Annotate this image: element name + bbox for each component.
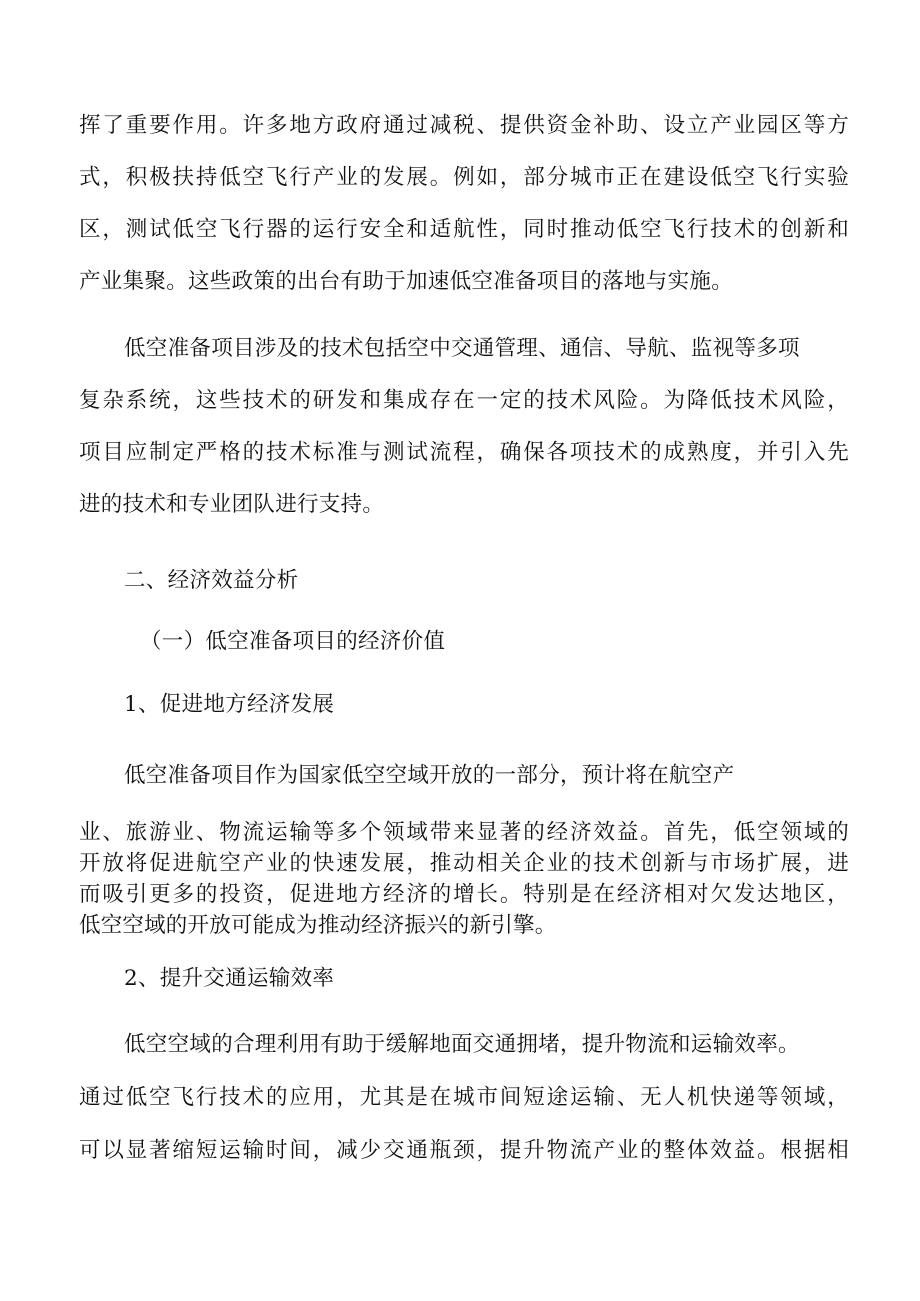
paragraph-1-line-3: 区，测试低空飞行器的运行安全和适航性，同时推动低空飞行技术的创新和 (79, 217, 849, 242)
paragraph-3-line-1: 低空准备项目作为国家低空空域开放的一部分，预计将在航空产 (124, 763, 735, 788)
paragraph-4-line-2: 通过低空飞行技术的应用，尤其是在城市间短途运输、无人机快递等领域， (79, 1085, 849, 1110)
paragraph-2-line-1: 低空准备项目涉及的技术包括空中交通管理、通信、导航、监视等多项 (124, 336, 800, 361)
subsection-heading: （一）低空准备项目的经济价值 (140, 629, 446, 654)
paragraph-2-line-3: 项目应制定严格的技术标准与测试流程，确保各项技术的成熟度，并引入先 (79, 440, 849, 465)
paragraph-3-line-2: 业、旅游业、物流运输等多个领域带来显著的经济效益。首先，低空领域的 (79, 820, 849, 845)
paragraph-1-line-1: 挥了重要作用。许多地方政府通过减税、提供资金补助、设立产业园区等方 (79, 113, 849, 138)
paragraph-3-line-3: 开放将促进航空产业的快速发展，推动相关企业的技术创新与市场扩展，进 (79, 851, 849, 876)
item-2-heading: 2、提升交通运输效率 (124, 966, 335, 991)
paragraph-4-line-1: 低空空域的合理利用有助于缓解地面交通拥堵，提升物流和运输效率。 (124, 1032, 800, 1057)
paragraph-3-line-4: 而吸引更多的投资，促进地方经济的增长。特别是在经济相对欠发达地区， (79, 882, 849, 907)
paragraph-4-line-3: 可以显著缩短运输时间，减少交通瓶颈，提升物流产业的整体效益。根据相 (79, 1138, 849, 1163)
paragraph-1-line-4: 产业集聚。这些政策的出台有助于加速低空准备项目的落地与实施。 (79, 269, 734, 294)
paragraph-2-line-4: 进的技术和专业团队进行支持。 (79, 492, 385, 517)
paragraph-2-line-2: 复杂系统，这些技术的研发和集成存在一定的技术风险。为降低技术风险， (79, 388, 849, 413)
item-1-heading: 1、促进地方经济发展 (124, 692, 335, 717)
section-heading: 二、经济效益分析 (124, 568, 299, 593)
paragraph-1-line-2: 式，积极扶持低空飞行产业的发展。例如，部分城市正在建设低空飞行实验 (79, 165, 849, 190)
paragraph-3-line-5: 低空空域的开放可能成为推动经济振兴的新引擎。 (79, 913, 557, 938)
